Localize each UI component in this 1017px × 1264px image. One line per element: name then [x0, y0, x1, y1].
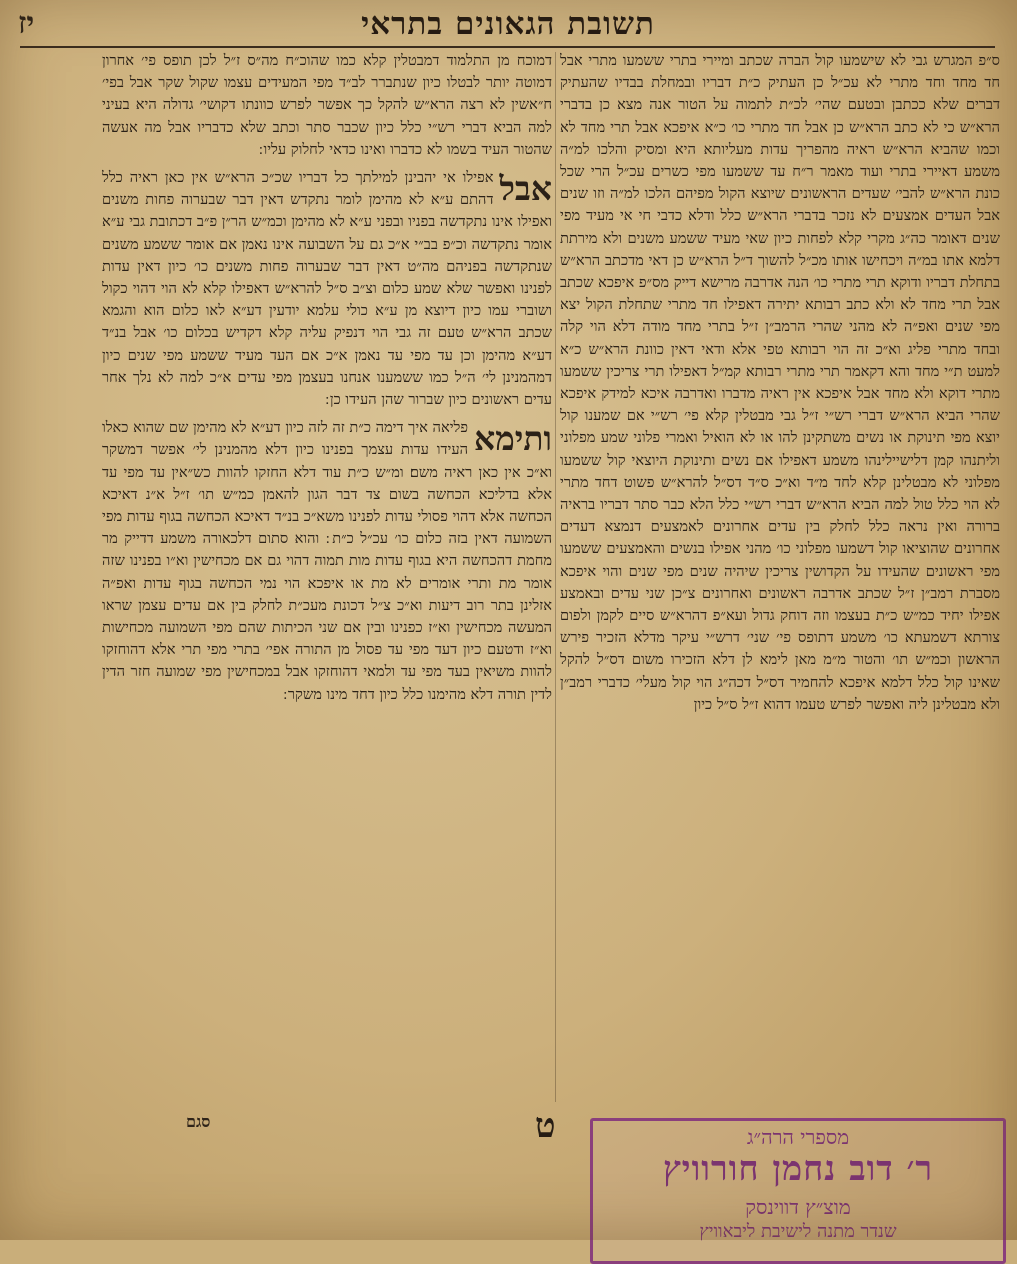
page-number: יז: [18, 6, 35, 41]
column-divider: [555, 52, 556, 1102]
running-header: [18, 6, 998, 44]
right-text-column: [560, 50, 1000, 1100]
left-paragraph-1: דמוכח מן התלמוד דמבטלין קלא כמו שהוכ״ח מה״ס ז״ל לכן תופס פי׳ אחרון דמוטה יותר לבטלו כיון שנתברר לב״ד מפי המעידים עצמו שקול שקר אבל בפי׳ ח״אשין לא רצה הרא״ש להקל כך אפשר לפרש כוונתו דקושי׳ גדולה היא בעיני למה הביא דברי רש״י כלל כיון שכבר סתר וכתב שלא כדבריו אבל מה אעשה שהטור העיד בשמו לא כדברו ואינו כדאי לחלוק עליו ׃: [102, 52, 552, 158]
stamp-line-3: מוצ״ץ דווינסק: [745, 1195, 851, 1219]
page-title: תשובת הגאונים בתראי: [361, 6, 655, 42]
catchword: סגם: [186, 1112, 211, 1131]
stamp-line-1: מספרי הרה״ג: [746, 1125, 850, 1149]
stamp-line-4: שנדר מתנה לישיבת ליבאוויץ: [699, 1221, 897, 1242]
left-text-column: [102, 50, 552, 1100]
left-paragraph-2: אפילו אי יהבינן למילתך כל דבריו שכ״כ הרא״ש אין כאן ראיה כלל דהתם ע״א לא מהימן לומר נתקדש דאין דבר שבערוה פחות משנים ואפילו אינו נתקדשה בפניו ובפני ע״א לא מהימן וכמ״ש הר״ן פ״ב דכתובת גבי ע״א אומר נתקדשה וכ״פ בב״י א״כ גם על השבועה אינו נאמן אם אומר ששמע משנים שנתקדשה בפניהם מה״ט דאין דבר שבערוה פחות משנים כו׳ כיון דאין עדות לפנינו ואפשר שלא שמע כלום וצ״ב ס״ל להרא״ש דאפילו קלא לא הוי דהוי כקול ושוברי עמו כיון דיוצא מן ע״א כולי עלמא יודעין דע״א לאו כלום הוא והגמא שכתב הרא״ש טעם זה גבי הוי דנפיק עליה קלא דקדיש בכלום כו׳ אבל בנ״ד דע״א מהימן וכן עד מפי עד נאמן א״כ אם העד מעיד ששמע מפי שנים כיון דמהמנינן לי׳ ה״ל כמו ששמענו אנחנו בעצמן מפי עדים א״כ למה לא נלך אחר עדים ראשונים כיון שברור שהן העידו כן ׃: [102, 169, 552, 409]
left-paragraph-3: פליאה איך דימה כ״ת זה לזה כיון דע״א לא מהימן שם שהוא כאלו העידו עדות עצמך בפנינו כיון דלא מהמנינן לי׳ אפשר דמשקר וא״כ אין כאן ראיה משם׃ ומ״ש כ״ת עוד דלא החזקו להוות כש״אין עד מפי עד אלא בדליכא הכחשה בשום צד דבר הגון להאמן כמ״ש תו׳ ז״ל א״נ דאיכא הכחשה אלא דהוי פסולי עדות לפנינו משא״כ בנ״ד דאיכא הכחשה בגוף עדות מפי השמועה דאין בזה כלום כו׳ עכ״ל כ״ת ׃ והוא סתום דלכאורה משמע דדייק מר מחמת דהכחשה היא בגוף עדות מות תמוה דהוי גם אם מכחישין וא״ו בפנינו שזה אומר מת ותרי אומרים לא מת או איפכא הוי נמי הכחשה בגוף עדות ואפ״ה אזלינן בתר רוב דיעות וא״כ צ״ל דכונת מעכ״ת לחלק בין אם עדים עצמן שראו המעשה מכחישין וא״ז כפנינו ובין אם שני הכיתות שהם מפי השמועה מכחישות וא״ז ודטעם כיון דעד מפי עד פסול מן התורה אפי׳ בתרי מפי תרי אלא דהוחזקו להוות משיאין בעד מפי עד ולמאי דהוחזקו אבל במכחישין מפי שמועה חזר הדין לדין תורה דלא מהימנו כלל כיון דחד מינו משקר ׃: [102, 419, 552, 703]
right-paragraph-1: ס״פ המגרש גבי לא שישמעו קול הברה שכתב ומיירי בתרי ששמעו מתרי אבל חד מחד וחד מתרי לא עכ״ל כן העתיק כ״ת דבריו ובמחלת בבדיו שהעתיק דברים שלא ככתבן ובטעם שהי׳ לכ״ת לתמוה על הטור אנה מצא כן בדברי הרא״ש כי לא כתב הרא״ש כן אבל חד מתרי כו׳ כ״א איפכא אבל תרי מחד לא וכמו שהביא הרא״ש ראיה מהפריך עדות מעליותא היא ומסיק והלכו למ״ה משמע דאיירי בתרי ועוד מאמר ר״ח עד ששמעו מפי כשרים עכ״ל הרי שכל כונת הרא״ש להבי׳ שעדים הראשונים שיוצא הקול מפיהם הלכו למ״ה וזו שנים אבל העדים אמצעים לא נזכר בדברי הרא״ש כלל ודלא כדבי חי אי מעיד מפי שנים דאומר כה״ג מקרי קלא לפחות כיון שאי מעיד ששמע משנים ולא מירתת דלמא אתו במ״ה ויכחישו אותו מכ״ל להשוך ד״ל הרא״ש כן דאי מדכתב הרא״ש בתחלת דבריו ודוקא תרי מתרי כו׳ הנה אדרבה מרישא דייק מס״פ איפכא שכתב אבל תרי מחד לא ולא כתב רבותא יתירה דאפילו חד מתרי שתחלת הקול יצא מפי שנים ואפ״ה לא מהני שהרי הרמב״ן ז״ל בתרי מחד מודה דלא הוי קלה ובחד מתרי פליג וא״כ זה הוי רבותא טפי אלא ודאי דאין כוונת הרא״ש כ״א למעט ת״י מחד והא דקאמר תרי מתרי רבותא קמ״ל דאפילו תרי צריכין ששמעו מתרי דוקא ולא מחד אבל איפכא אין ראיה מדברו ואדרבה איכא למידק איפכא שהרי הביא הרא״ש דברי רש״י ז״ל גבי מבטלין קלא פי׳ רש״י אם שמענו קול יוצא מפי תינוקת או נשים משתקינן להו או לא הואיל ואמרי פלוני שמע מפלוני וליתנהו קמן דלישיילינהו משמע דאפילו אם נשים ותינוקת היוצאי קול ששמעו מפלוני לא מבטלינן קלא לחד מ״ד וא״כ ס״ד דס״ל להרא״ש פשוט דחד מתרי לא הוי כלל טול למה הביא הרא״ש דברי רש״י כלל הלא כבר סתר דבריו בראיה ברורה ואין נראה כלל לחלק בין עדים אחרונים לאמצעים דנמצא דעדים אחרונים שהוציאו קול דשמעו מפלוני כו׳ מהני אפילו בנשים והאמצעים ששמעו מפי ראשונים שהעידו על הקדושין צריכין שיהיה שנים מפי שנים והוי איפכא מסברת רמב״ן ז״ל שכתב אדרבה ראשונים ואחרונים צ״כן שני עדים ובאמצע אפילו יחיד כמ״ש כ״ת בעצמו וזה דוחק גדול ועא״פ דהרא״ש סיים לקמן ולפום צורתא דשמעתא כו׳ משמע דתופס פי׳ שני׳ דרש״י עיקר מדלא הזכיר פירש הראשון וכמ״ש תו׳ והטור מ״מ מאן לימא לן דלא הזכירו משום דס״ל להקל שאינו קול כלל דלמא איפכא להחמיר דס״ל דכה״ג הוי קול מעלי׳ כדברי רמב״ן ולא מבטלינן ליה ואפשר לפרש טעמו דהוא ז״ל ס״ל כיון: [560, 52, 1000, 713]
library-stamp: [590, 1118, 1006, 1264]
lead-word-aval: אבל: [499, 169, 552, 209]
header-rule: [20, 46, 995, 48]
lead-word-vetima: ותימא: [474, 419, 552, 459]
signature-mark: ט: [535, 1106, 556, 1146]
stamp-line-2: ר׳ דוב נחמן חורוויץ: [662, 1149, 934, 1189]
